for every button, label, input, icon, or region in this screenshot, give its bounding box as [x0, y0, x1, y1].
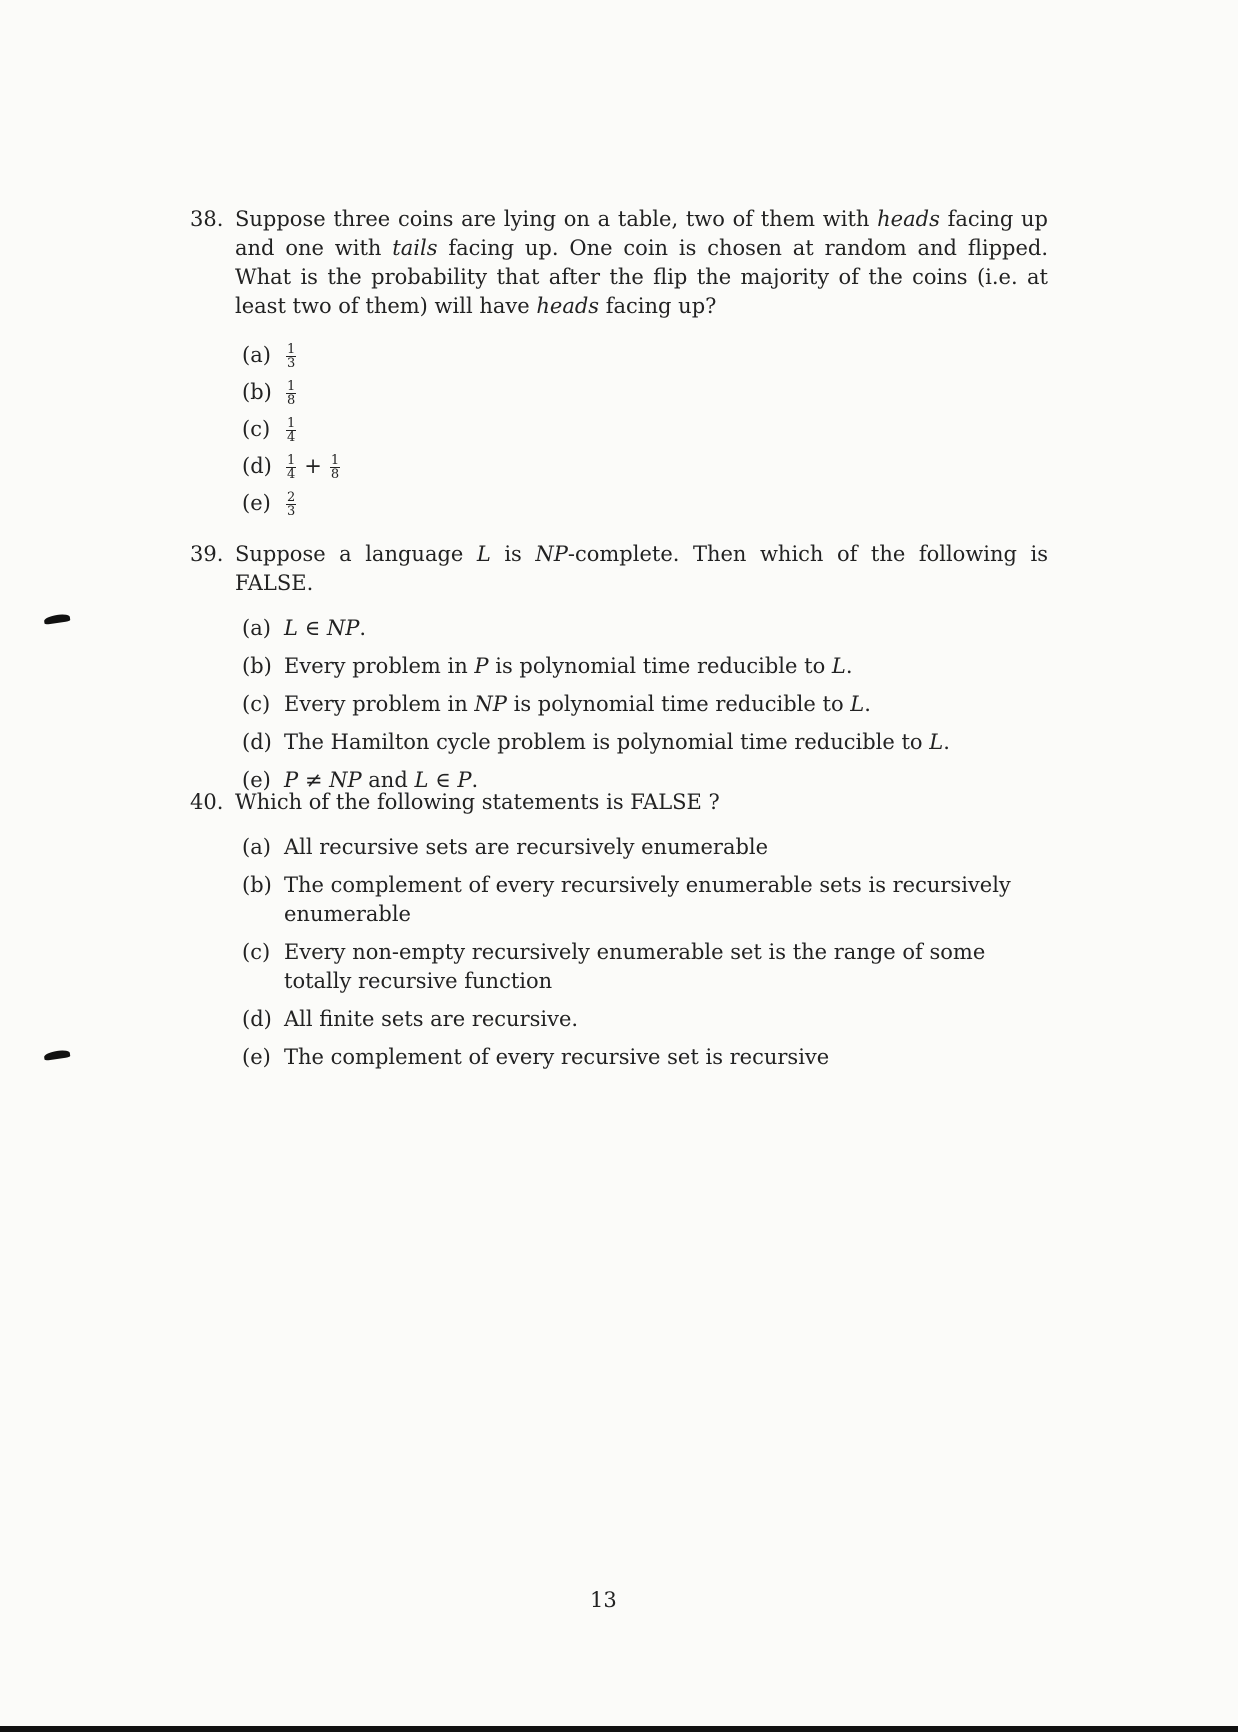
answer-option: [242, 938, 1048, 996]
option-label: (d): [242, 730, 272, 754]
text-run: The Hamilton cycle problem is polynomial time reducible to: [284, 730, 930, 754]
denominator: 8: [330, 467, 340, 482]
fraction: [286, 343, 296, 370]
denominator: 8: [287, 393, 296, 408]
text-run: Every problem in: [284, 654, 475, 678]
denominator: 4: [287, 467, 296, 482]
answer-option: [242, 871, 1048, 929]
option-label: (b): [242, 654, 272, 678]
answer-option: [242, 1005, 1048, 1034]
question-stem: [235, 205, 1048, 321]
text-run: Every problem in: [284, 692, 475, 716]
option-text: [284, 378, 1048, 407]
math-symbol: heads: [536, 294, 600, 318]
option-label: (e): [242, 1045, 271, 1069]
text-run: .: [943, 730, 950, 754]
text-run: facing up?: [599, 294, 717, 318]
text-run: -complete. Then which of the following is FALSE.: [235, 542, 1049, 595]
question-40: [190, 788, 1048, 1081]
text-run: All recursive sets are recursively enumerable: [284, 835, 769, 859]
math-symbol: tails: [392, 236, 438, 260]
option-label: (a): [242, 835, 271, 859]
option-text: [284, 415, 1048, 444]
option-text: [284, 728, 1048, 757]
text-run: is polynomial time reducible to: [488, 654, 832, 678]
option-label: (c): [242, 692, 271, 716]
text-run: .: [864, 692, 871, 716]
answer-option: [242, 337, 1048, 374]
denominator: 3: [287, 356, 296, 371]
option-label: (d): [242, 454, 272, 478]
numerator: 2: [287, 490, 296, 505]
math-symbol: NP: [535, 542, 568, 566]
option-label: (b): [242, 380, 272, 404]
option-text: [284, 1005, 1048, 1034]
math-symbol: P: [474, 654, 489, 678]
text-run: All finite sets are recursive.: [284, 1007, 579, 1031]
text-run: .: [471, 768, 479, 792]
denominator: 3: [287, 504, 296, 519]
question-39: [190, 540, 1048, 804]
option-text: [284, 871, 1048, 929]
denominator: 4: [287, 430, 296, 445]
option-text: [284, 833, 1048, 862]
option-label: (e): [242, 768, 271, 792]
options-list: [242, 337, 1048, 522]
text-run: and: [361, 768, 415, 792]
fraction: [330, 454, 340, 481]
answer-option: [242, 485, 1048, 522]
question-stem: [235, 788, 1048, 817]
math-symbol: NP: [326, 616, 360, 640]
option-label: (e): [242, 491, 271, 515]
option-label: (d): [242, 1007, 272, 1031]
option-label: (a): [242, 616, 271, 640]
text-run: ∈: [297, 616, 327, 640]
text-run: Every non-empty recursively enumerable set is the range of some totally recursive function: [284, 940, 986, 993]
math-symbol: L: [929, 730, 944, 754]
fraction: [286, 380, 296, 407]
answer-option: [242, 614, 1048, 643]
math-symbol: P: [457, 768, 472, 792]
numerator: 1: [330, 453, 340, 468]
math-symbol: L: [476, 542, 491, 566]
numerator: 1: [287, 379, 296, 394]
text-run: .: [845, 654, 853, 678]
text-run: is polynomial time reducible to: [506, 692, 851, 716]
text-run: Suppose a language: [235, 542, 477, 566]
option-text: [284, 489, 1048, 518]
text-run: is: [490, 542, 536, 566]
question-38: [190, 205, 1048, 522]
answer-option: [242, 652, 1048, 681]
answer-option: [242, 833, 1048, 862]
text-run: Which of the following statements is FALSE ?: [235, 790, 720, 814]
question-stem: [235, 540, 1048, 598]
option-label: (c): [242, 940, 271, 964]
operator: +: [304, 454, 322, 478]
math-symbol: NP: [329, 768, 362, 792]
option-text: [284, 652, 1048, 681]
fraction: [286, 454, 296, 481]
option-text: [284, 938, 1048, 996]
option-text: [284, 1043, 1048, 1072]
option-text: [284, 452, 1048, 481]
text-run: facing up and one with: [235, 207, 1049, 260]
option-label: (b): [242, 873, 272, 897]
text-run: .: [359, 616, 367, 640]
option-text: [284, 614, 1048, 643]
answer-option: [242, 374, 1048, 411]
text-run: Suppose three coins are lying on a table, two of them with: [235, 207, 878, 231]
answer-option: [242, 411, 1048, 448]
scan-mark-1: [44, 613, 71, 625]
answer-option: [242, 448, 1048, 485]
question-number: 39.: [190, 542, 224, 566]
question-number: 38.: [190, 207, 224, 231]
page-number: 13: [590, 1588, 617, 1612]
numerator: 1: [287, 416, 296, 431]
scan-mark-2: [44, 1049, 71, 1061]
math-symbol: L: [414, 768, 429, 792]
math-symbol: L: [831, 654, 846, 678]
options-list: [242, 614, 1048, 795]
question-number: 40.: [190, 790, 224, 814]
text-run: ∈: [428, 768, 458, 792]
numerator: 1: [287, 453, 296, 468]
math-symbol: heads: [877, 207, 940, 231]
option-label: (a): [242, 343, 271, 367]
numerator: 1: [287, 342, 296, 357]
fraction: [286, 491, 296, 518]
answer-option: [242, 1043, 1048, 1072]
option-text: [284, 341, 1048, 370]
answer-option: [242, 728, 1048, 757]
math-symbol: P: [284, 768, 299, 792]
math-symbol: L: [284, 616, 298, 640]
bottom-rule: [0, 1726, 1238, 1732]
option-text: [284, 690, 1048, 719]
option-label: (c): [242, 417, 271, 441]
fraction: [286, 417, 296, 444]
text-run: The complement of every recursive set is recursive: [284, 1045, 830, 1069]
text-run: ≠: [298, 768, 330, 792]
text-run: facing up. One coin is chosen at random and flipped. What is the probability that after the flip the majority of the coins (i.e. at least two of them) will have: [235, 236, 1048, 318]
answer-option: [242, 690, 1048, 719]
options-list: [242, 833, 1048, 1072]
text-run: The complement of every recursively enumerable sets is recursively enumerable: [284, 873, 1011, 926]
math-symbol: L: [850, 692, 865, 716]
math-symbol: NP: [474, 692, 507, 716]
